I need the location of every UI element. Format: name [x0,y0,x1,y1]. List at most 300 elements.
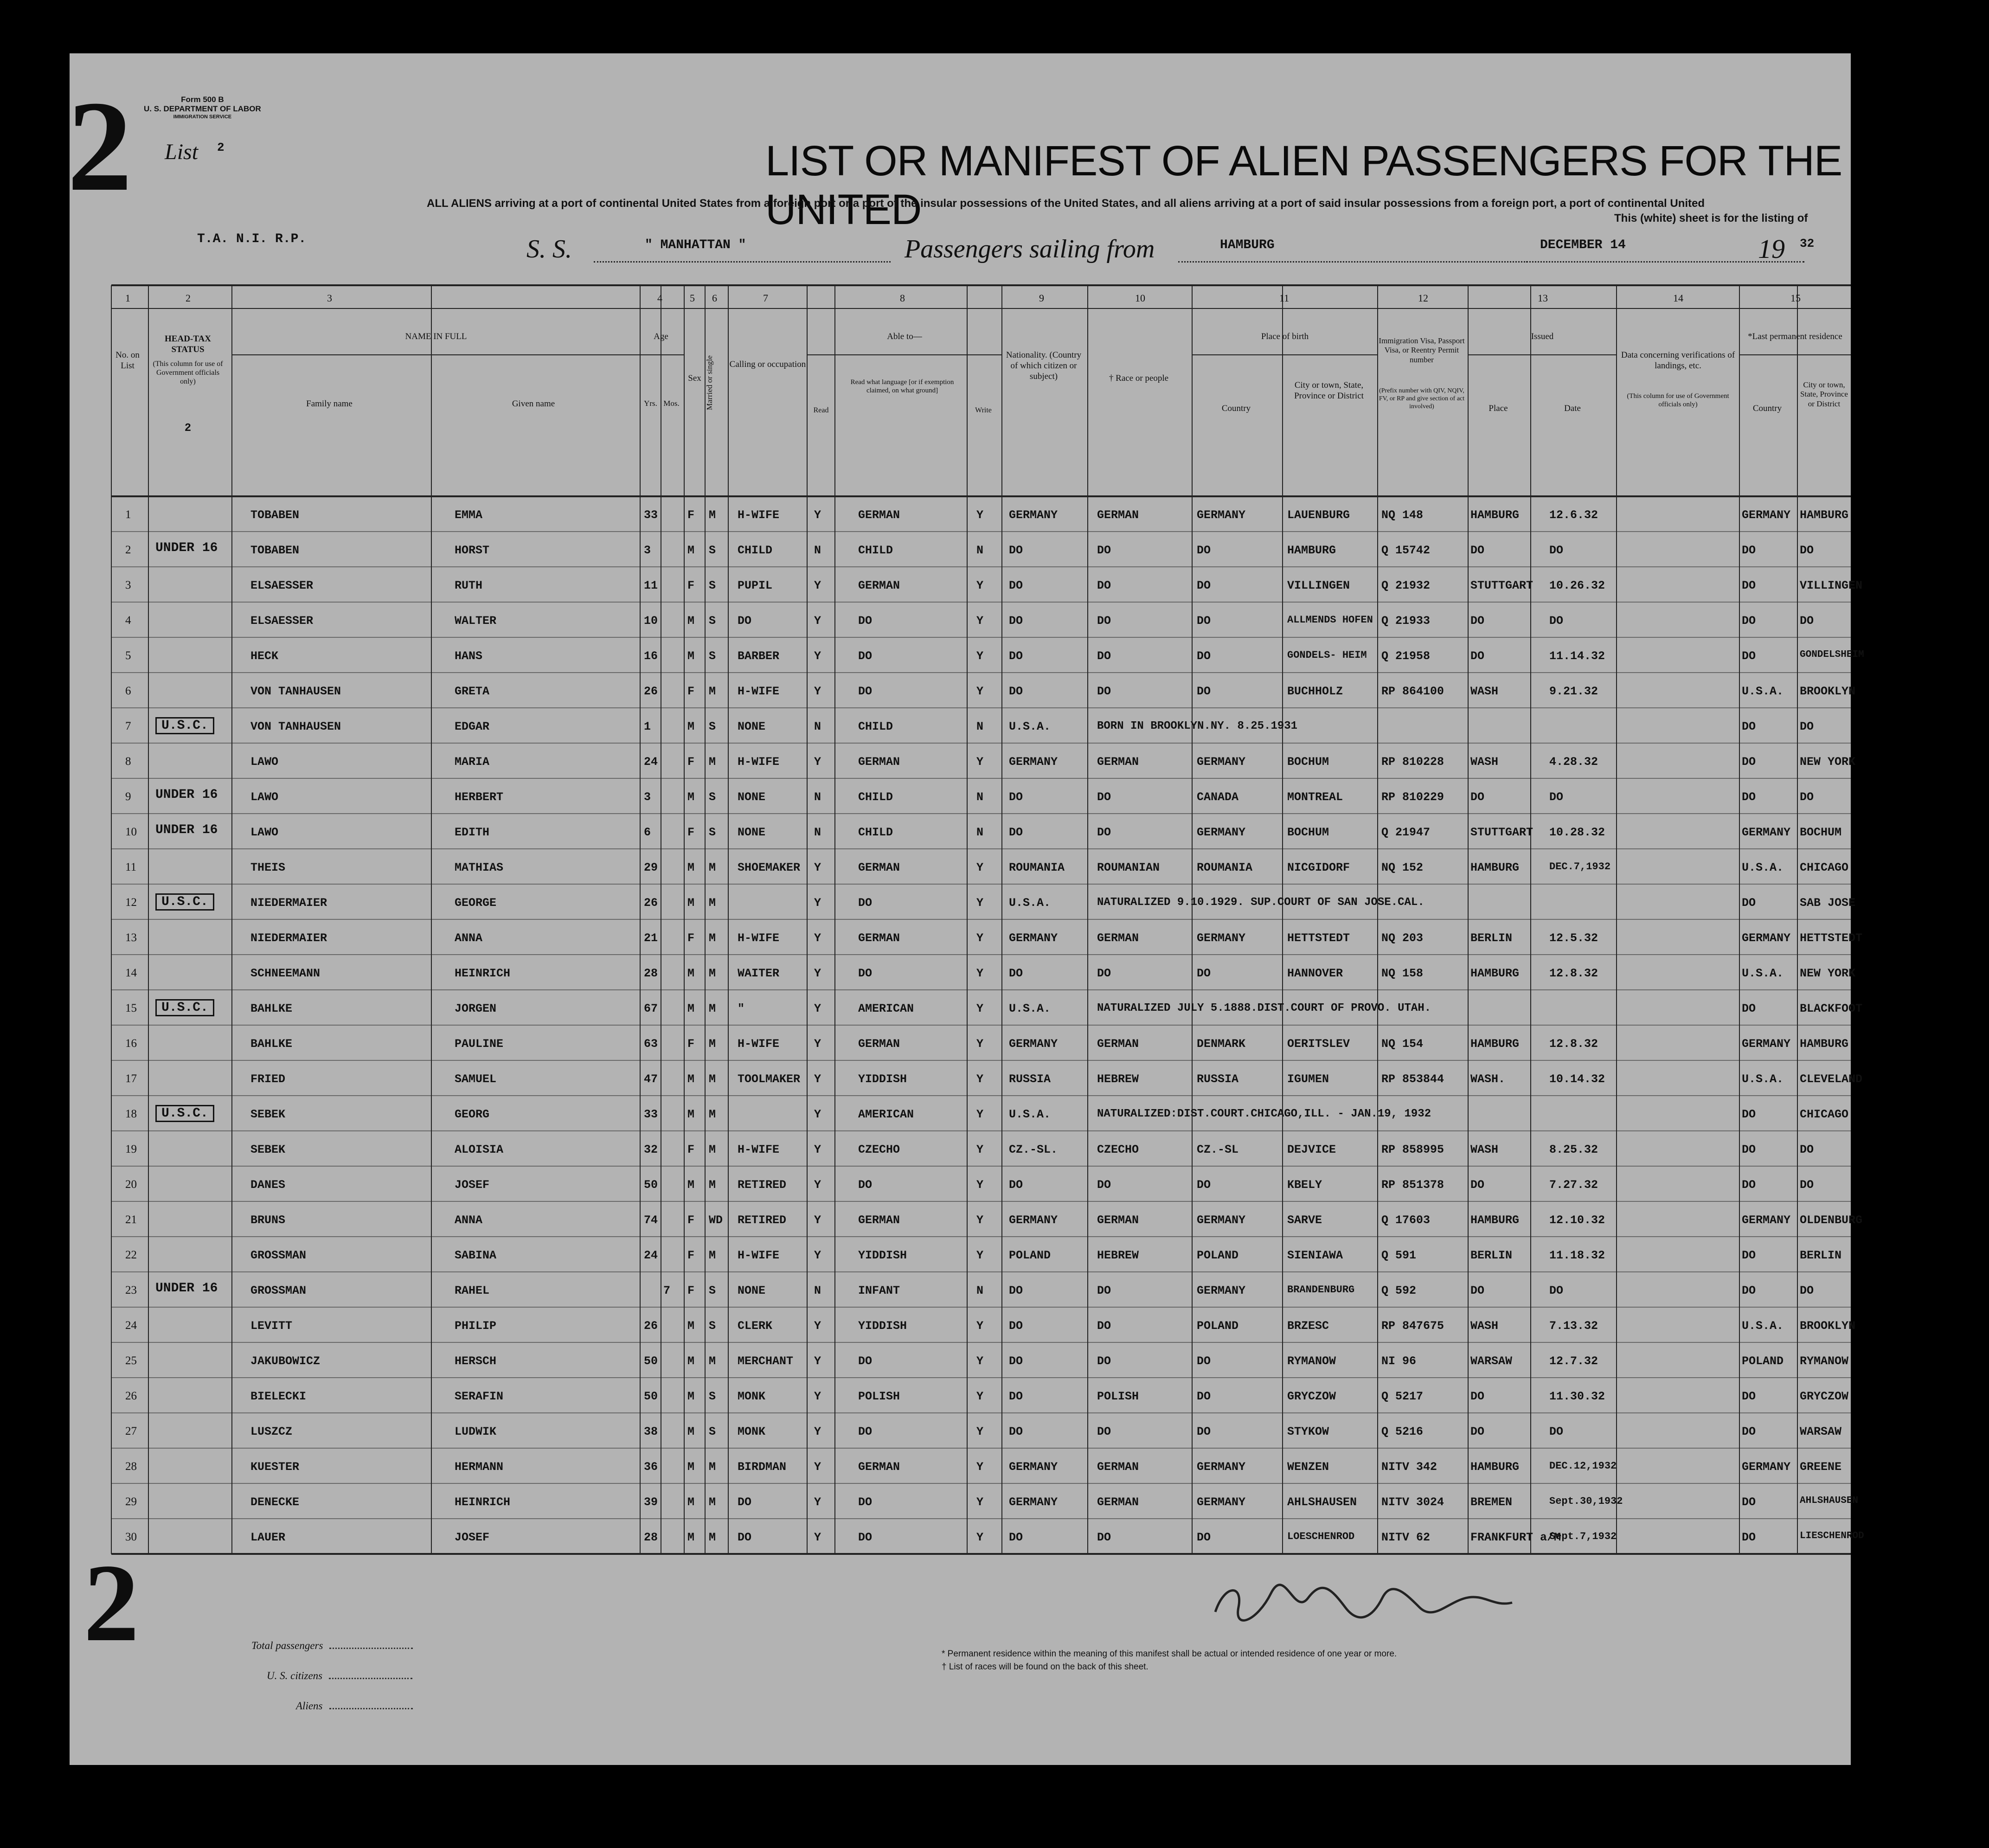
occupation: DO [738,614,752,628]
residence-country: GERMANY [1742,826,1791,839]
can-write: Y [976,1178,984,1192]
race: ROUMANIAN [1097,861,1160,874]
header-place-of-birth: Place of birth [1261,332,1309,341]
birth-city: BOCHUM [1287,826,1329,839]
race: NATURALIZED:DIST.COURT.CHICAGO,ILL. - JAN.19, 1932 [1097,1108,1431,1120]
table-row [70,1378,1851,1413]
column-number: 11 [1279,292,1290,304]
row-number: 29 [125,1495,137,1508]
residence-country: DO [1742,755,1756,769]
family-name: LEVITT [250,1319,293,1333]
row-number: 2 [125,544,131,556]
birth-city: LAUENBURG [1287,508,1350,522]
occupation: NONE [738,1284,766,1297]
read-language: POLISH [858,1390,900,1403]
us-citizens-label: U. S. citizens [267,1670,412,1682]
residence-country: DO [1742,1284,1756,1297]
family-name: SEBEK [250,1143,286,1156]
read-language: DO [858,649,873,663]
residence-country: DO [1742,1002,1756,1015]
header-head-tax: HEAD-TAX STATUS [165,334,211,354]
birth-country: GERMANY [1197,508,1246,522]
birth-city: BUCHHOLZ [1287,685,1343,698]
age-years: 74 [644,1213,658,1227]
residence-country: DO [1742,1425,1756,1438]
issued-date: 12.6.32 [1549,508,1598,522]
issued-place: BERLIN [1470,931,1513,945]
birth-city: NICGIDORF [1287,861,1350,874]
occupation: CHILD [738,544,773,557]
birth-country: DO [1197,1354,1211,1368]
marital-status: M [709,896,716,910]
issued-place: HAMBURG [1470,508,1520,522]
race: NATURALIZED 9.10.1929. SUP.COURT OF SAN JOSE.CAL. [1097,896,1424,909]
issued-place: WASH [1470,755,1499,769]
age-years: 32 [644,1143,658,1156]
service: IMMIGRATION SERVICE [173,114,232,120]
residence-country: DO [1742,1531,1756,1544]
visa-number: Q 15742 [1381,544,1431,557]
nationality: DO [1009,685,1023,698]
residence-city: DO [1800,544,1814,557]
visa-number: Q 21933 [1381,614,1431,628]
can-write: Y [976,1495,984,1509]
race: NATURALIZED JULY 5.1888.DIST.COURT OF PROVO. UTAH. [1097,1002,1431,1014]
header-birth-country: Country [1221,404,1251,413]
visa-number: Q 21958 [1381,649,1431,663]
issued-date: 4.28.32 [1549,755,1598,769]
visa-number: Q 592 [1381,1284,1417,1297]
birth-city: STYKOW [1287,1425,1329,1438]
birth-country: GERMANY [1197,826,1246,839]
row-number: 15 [125,1002,137,1014]
issued-date: 8.25.32 [1549,1143,1598,1156]
can-write: Y [976,1249,984,1262]
issued-date: 7.13.32 [1549,1319,1598,1333]
sex: M [687,1460,695,1474]
age-years: 36 [644,1460,658,1474]
nationality: ROUMANIA [1009,861,1065,874]
issued-date: 9.21.32 [1549,685,1598,698]
read-language: AMERICAN [858,1108,914,1121]
table-row [70,990,1863,1025]
nationality: DO [1009,1425,1023,1438]
nationality: CZ.-SL. [1009,1143,1058,1156]
total-passengers-label: Total passengers [251,1640,413,1652]
nationality: GERMANY [1009,1460,1058,1474]
family-name: KUESTER [250,1460,300,1474]
table-row [70,1483,1859,1519]
issued-place: HAMBURG [1470,1213,1520,1227]
read-language: CHILD [858,544,893,557]
year-suffix: 32 [1800,237,1815,250]
sex: F [687,1037,695,1051]
age-years: 33 [644,508,658,522]
header-race: † Race or people [1109,373,1169,383]
birth-city: GRYCZOW [1287,1390,1336,1403]
can-read: Y [814,1390,821,1403]
column-number: 5 [690,292,695,304]
read-language: YIDDISH [858,1319,907,1333]
read-language: YIDDISH [858,1249,907,1262]
sex: M [687,790,695,804]
family-name: JAKUBOWICZ [250,1354,321,1368]
nationality: DO [1009,579,1023,592]
occupation: H-WIFE [738,685,780,698]
read-language: GERMAN [858,508,900,522]
residence-city: LIESCHENROD [1800,1531,1864,1541]
birth-country: GERMANY [1197,1495,1246,1509]
occupation: SHOEMAKER [738,861,801,874]
family-name: ELSAESSER [250,579,314,592]
race: GERMAN [1097,1037,1139,1051]
residence-country: GERMANY [1742,1460,1791,1474]
header-able-to: Able to— [887,332,922,341]
given-name: JORGEN [455,1002,497,1015]
can-read: Y [814,1319,821,1333]
family-name: LAUER [250,1531,286,1544]
race: DO [1097,1354,1111,1368]
column-number: 9 [1039,292,1044,304]
table-row [70,849,1851,884]
issued-place: HAMBURG [1470,1037,1520,1051]
read-language: DO [858,614,873,628]
head-tax-status: U.S.C. [155,893,214,911]
read-language: INFANT [858,1284,900,1297]
visa-number: Q 5217 [1381,1390,1424,1403]
header-mos: Mos. [663,399,680,408]
race: BORN IN BROOKLYN.NY. 8.25.1931 [1097,720,1298,732]
can-write: N [976,1284,984,1297]
marital-status: M [709,967,716,980]
read-language: CZECHO [858,1143,900,1156]
marital-status: S [709,1390,716,1403]
occupation: BIRDMAN [738,1460,787,1474]
table-row [70,955,1856,990]
issued-date: 12.8.32 [1549,1037,1598,1051]
marital-status: M [709,1002,716,1015]
row-number: 9 [125,790,131,803]
family-name: GROSSMAN [250,1249,307,1262]
row-number: 12 [125,896,137,909]
residence-city: SAB JOSE [1800,896,1856,910]
occupation: WAITER [738,967,780,980]
year-prefix: 19 [1758,234,1785,264]
manifest-sheet [67,53,1864,1765]
header-age: Age [654,332,668,341]
can-read: N [814,790,821,804]
visa-number: NITV 62 [1381,1531,1431,1544]
residence-city: DO [1800,720,1814,733]
race: DO [1097,1425,1111,1438]
can-read: Y [814,579,821,592]
head-tax-status: UNDER 16 [155,823,218,837]
can-write: Y [976,1460,984,1474]
nationality: DO [1009,1354,1023,1368]
birth-city: MONTREAL [1287,790,1343,804]
can-write: Y [976,614,984,628]
visa-number: Q 5216 [1381,1425,1424,1438]
sailing-label: Passengers sailing from [905,235,1155,263]
column-number: 1 [125,292,130,304]
row-number: 17 [125,1072,137,1085]
family-name: VON TANHAUSEN [250,720,341,733]
family-name: TOBABEN [250,508,300,522]
occupation: TOOLMAKER [738,1072,801,1086]
can-read: Y [814,967,821,980]
residence-city: HETTSTEDT [1800,931,1863,945]
marital-status: M [709,755,716,769]
residence-city: NEW YORK [1800,755,1856,769]
footnote-residence: * Permanent residence within the meaning of this manifest shall be actual or intended residence of one year or more. [942,1649,1397,1659]
read-language: GERMAN [858,931,900,945]
given-name: EDGAR [455,720,490,733]
issued-place: BERLIN [1470,1249,1513,1262]
given-name: GEORGE [455,896,497,910]
can-write: Y [976,1213,984,1227]
sex: F [687,826,695,839]
nationality: DO [1009,544,1023,557]
read-language: DO [858,967,873,980]
visa-number: NQ 203 [1381,931,1424,945]
occupation: RETIRED [738,1213,787,1227]
header-read-language: Read what language [or if exemption claimed, on what ground] [850,379,954,394]
residence-city: DO [1800,1143,1814,1156]
race: POLISH [1097,1390,1139,1403]
ss-label: S. S. [526,235,572,263]
table-row [70,1025,1851,1060]
marital-status: M [709,685,716,698]
nationality: DO [1009,1319,1023,1333]
given-name: EMMA [455,508,483,522]
marital-status: S [709,579,716,592]
sex: M [687,1002,695,1015]
row-number: 24 [125,1319,137,1332]
issued-place: DO [1470,649,1485,663]
family-name: TOBABEN [250,544,300,557]
can-read: Y [814,508,821,522]
sailing-port: HAMBURG [1220,238,1275,252]
column-number: 12 [1418,292,1428,304]
age-years: 28 [644,967,658,980]
given-name: GEORG [455,1108,490,1121]
sex: M [687,967,695,980]
nationality: GERMANY [1009,1213,1058,1227]
issued-place: WASH. [1470,1072,1506,1086]
residence-city: DO [1800,1178,1814,1192]
occupation: DO [738,1495,752,1509]
ship-name: " MANHATTAN " [645,238,746,252]
header-residence: *Last permanent residence [1748,332,1842,341]
occupation: H-WIFE [738,508,780,522]
marital-status: M [709,1178,716,1192]
nationality: GERMANY [1009,1037,1058,1051]
visa-number: Q 591 [1381,1249,1417,1262]
occupation: " [738,1002,745,1015]
marital-status: M [709,1143,716,1156]
issued-place: HAMBURG [1470,1460,1520,1474]
race: DO [1097,579,1111,592]
age-years: 38 [644,1425,658,1438]
age-years: 47 [644,1072,658,1086]
given-name: GRETA [455,685,490,698]
can-write: Y [976,1002,984,1015]
given-name: HEINRICH [455,967,511,980]
header-calling: Calling or occupation [729,359,806,369]
can-read: Y [814,1249,821,1262]
can-write: Y [976,896,984,910]
can-write: Y [976,1531,984,1544]
residence-country: DO [1742,544,1756,557]
given-name: HANS [455,649,483,663]
sailing-date: DECEMBER 14 [1540,238,1626,252]
age-years: 67 [644,1002,658,1015]
read-language: DO [858,1354,873,1368]
birth-country: DO [1197,1390,1211,1403]
given-name: MATHIAS [455,861,504,874]
marital-status: M [709,1072,716,1086]
residence-country: DO [1742,579,1756,592]
age-years: 16 [644,649,658,663]
sex: F [687,931,695,945]
race: GERMAN [1097,508,1139,522]
residence-city: GREENE [1800,1460,1842,1474]
form-number: Form 500 B [181,95,224,104]
issued-date: DO [1549,1284,1564,1297]
header-nationality: Nationality. (Country of which citizen or subject) [1006,350,1082,381]
header-given-name: Given name [512,399,555,409]
nationality: GERMANY [1009,1495,1058,1509]
race: HEBREW [1097,1072,1139,1086]
family-name: LAWO [250,790,279,804]
row-number: 20 [125,1178,137,1191]
header-issued-date: Date [1564,404,1581,413]
can-read: Y [814,931,821,945]
marital-status: M [709,1495,716,1509]
row-number: 21 [125,1213,137,1226]
race: DO [1097,1319,1111,1333]
given-name: SAMUEL [455,1072,497,1086]
sheet-number-bottom: 2 [83,1541,139,1664]
sex: M [687,1390,695,1403]
residence-city: BROOKLYN [1800,1319,1856,1333]
can-write: N [976,826,984,839]
family-name: DANES [250,1178,286,1192]
read-language: GERMAN [858,1037,900,1051]
birth-city: HAMBURG [1287,544,1336,557]
age-years: 24 [644,755,658,769]
read-language: GERMAN [858,1460,900,1474]
family-name: LAWO [250,826,279,839]
issued-place: WASH [1470,1319,1499,1333]
family-name: SCHNEEMANN [250,967,321,980]
sex: M [687,896,695,910]
residence-city: CHICAGO [1800,1108,1849,1121]
birth-country: DO [1197,544,1211,557]
marital-status: S [709,1425,716,1438]
issued-date: Sept.7,1932 [1549,1531,1617,1542]
marital-status: S [709,790,716,804]
issued-place: WASH [1470,1143,1499,1156]
residence-country: U.S.A. [1742,1319,1784,1333]
sex: F [687,1213,695,1227]
race: DO [1097,790,1111,804]
can-read: Y [814,1213,821,1227]
can-write: Y [976,861,984,874]
family-name: LUSZCZ [250,1425,293,1438]
race: DO [1097,1284,1111,1297]
row-number: 22 [125,1249,137,1261]
residence-country: DO [1742,1390,1756,1403]
marital-status: M [709,1037,716,1051]
birth-city: VILLINGEN [1287,579,1350,592]
can-write: Y [976,1072,984,1086]
sex: M [687,1531,695,1544]
table-row [70,1096,1851,1131]
table-row [70,1519,1864,1554]
row-number: 23 [125,1284,137,1296]
issued-place: DO [1470,1425,1485,1438]
birth-country: DO [1197,1531,1211,1544]
inspection-stamp: T.A. N.I. R.P. [197,232,307,246]
issued-date: DO [1549,544,1564,557]
table-row [70,1131,1851,1166]
family-name: BAHLKE [250,1002,293,1015]
header-landing-note: (This column for use of Government officials only) [1627,392,1729,408]
age-years: 63 [644,1037,658,1051]
sex: F [687,1143,695,1156]
occupation: BARBER [738,649,780,663]
occupation: H-WIFE [738,1037,780,1051]
given-name: MARIA [455,755,490,769]
birth-country: GERMANY [1197,931,1246,945]
age-years: 29 [644,861,658,874]
table-row [70,567,1863,602]
can-read: Y [814,896,821,910]
can-write: Y [976,579,984,592]
given-name: HERBERT [455,790,504,804]
can-read: Y [814,1495,821,1509]
nationality: U.S.A. [1009,896,1051,910]
residence-country: DO [1742,896,1756,910]
column-number: 13 [1538,292,1548,304]
birth-city: DEJVICE [1287,1143,1336,1156]
marital-status: M [709,1249,716,1262]
given-name: RAHEL [455,1284,490,1297]
issued-date: 7.27.32 [1549,1178,1598,1192]
header-family-name: Family name [306,399,353,409]
can-read: N [814,826,821,839]
list-label: List [165,140,199,164]
family-name: DENECKE [250,1495,300,1509]
can-read: Y [814,1072,821,1086]
birth-city: KBELY [1287,1178,1322,1192]
read-language: GERMAN [858,755,900,769]
document-title: LIST OR MANIFEST OF ALIEN PASSENGERS FOR THE UNITED [765,137,1842,233]
head-tax-status: U.S.C. [155,999,214,1016]
residence-city: BLACKFOOT [1800,1002,1863,1015]
race: DO [1097,544,1111,557]
residence-country: DO [1742,720,1756,733]
header-visa: Immigration Visa, Passport Visa, or Reentry Permit number [1379,336,1465,364]
family-name: HECK [250,649,279,663]
sheet-number-top: 2 [67,74,132,218]
issued-date: DEC.12,1932 [1549,1460,1617,1472]
sex: M [687,1319,695,1333]
residence-country: DO [1742,1178,1756,1192]
marital-status: S [709,720,716,733]
issued-place: STUTTGART [1470,579,1533,592]
